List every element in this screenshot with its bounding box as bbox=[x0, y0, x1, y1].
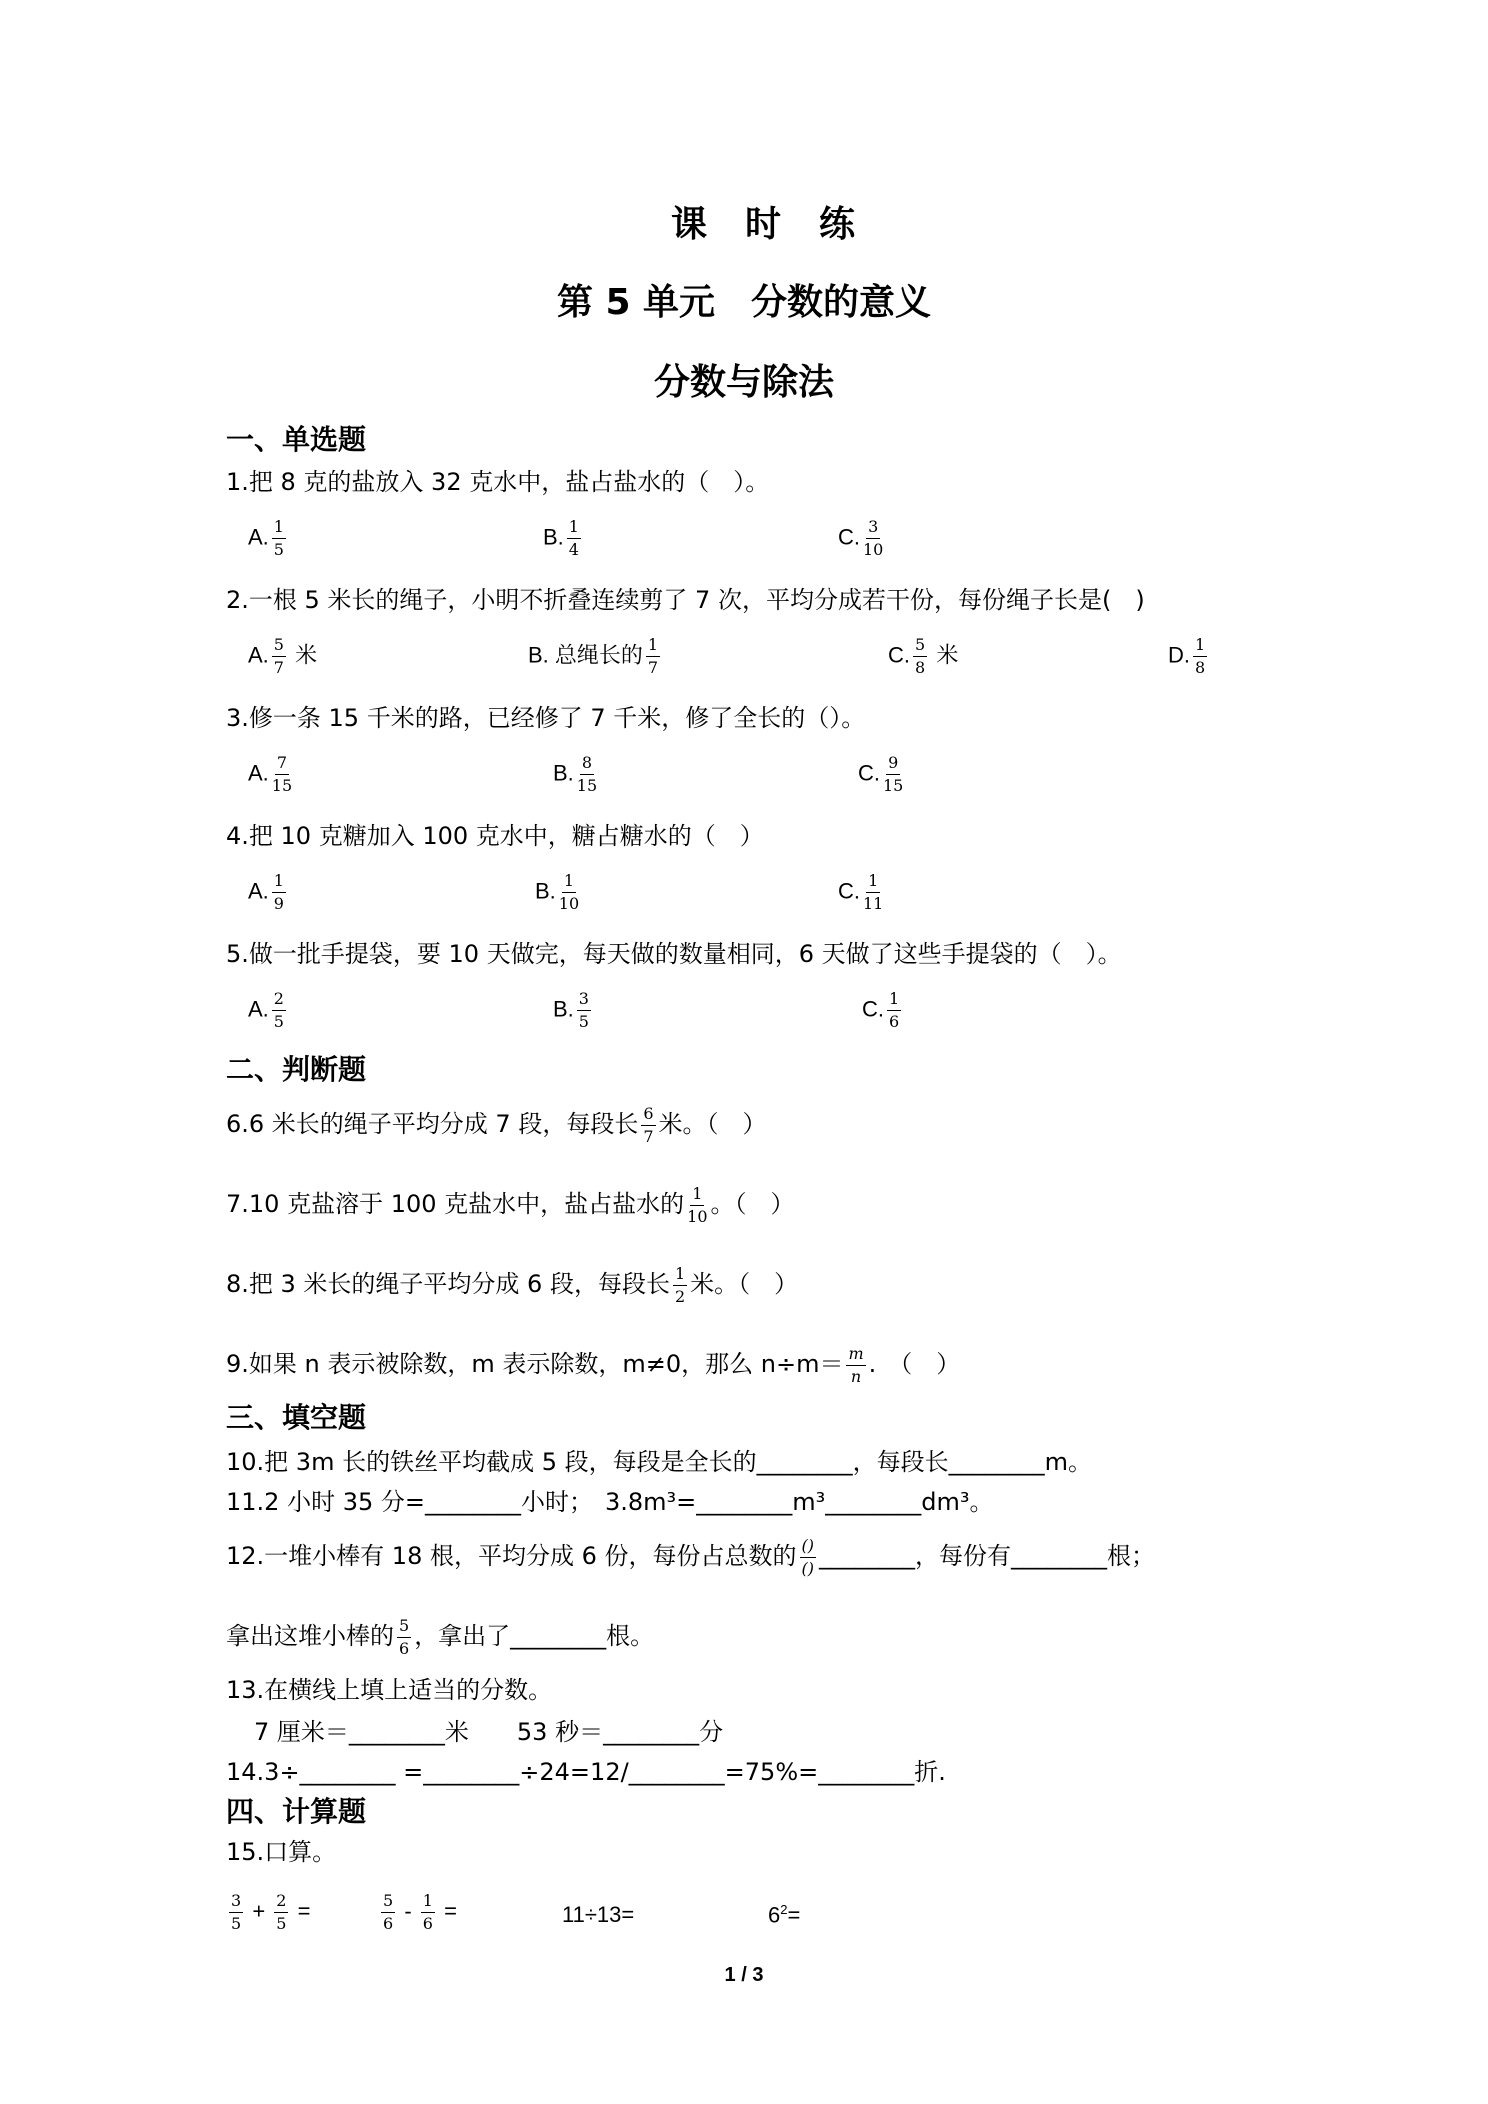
question-15-stem: 15.口算。 bbox=[226, 1838, 337, 1866]
question-1-option-a[interactable]: A. $\frac{1}{5}$ bbox=[248, 517, 284, 559]
question-4-option-a[interactable]: A. $\frac{1}{9}$ bbox=[248, 871, 284, 913]
question-4-option-c[interactable]: C. $\frac{1}{11}$ bbox=[838, 871, 884, 913]
question-3-stem: 3.修一条 15 千米的路，已经修了 7 千米，修了全长的（）。 bbox=[226, 704, 866, 732]
question-1-option-b[interactable]: B. $\frac{1}{4}$ bbox=[543, 517, 579, 559]
question-2-option-c[interactable]: C. $\frac{5}{8}$ 米 bbox=[888, 635, 959, 677]
question-12-line-2: 拿出这堆小棒的 $\frac{5}{6}$ ，拿出了________根。 bbox=[226, 1615, 655, 1658]
section-heading-single-choice: 一、单选题 bbox=[226, 423, 367, 456]
page-title: 课时练 bbox=[670, 204, 893, 245]
question-3-option-a[interactable]: A. $\frac{7}{15}$ bbox=[248, 753, 293, 795]
question-12-line-1: 12.一堆小棒有 18 根，平均分成 6 份，每份占总数的 $\frac{()}{()}$ ________，每份有________根； bbox=[226, 1535, 1155, 1578]
question-10: 10.把 3m 长的铁丝平均截成 5 段，每段是全长的________，每段长________m。 bbox=[226, 1448, 1092, 1476]
section-heading-fill-blank: 三、填空题 bbox=[226, 1401, 367, 1434]
calc-expression-2: $\frac{5}{6}$ - $\frac{1}{6}$ = bbox=[383, 1891, 457, 1933]
section-heading-calculation: 四、计算题 bbox=[226, 1795, 367, 1828]
calc-expression-4: $6^2=$ bbox=[768, 1902, 801, 1928]
question-5-stem: 5.做一批手提袋，要 10 天做完，每天做的数量相同，6 天做了这些手提袋的（ ）。 bbox=[226, 940, 1122, 968]
question-2-option-b[interactable]: B. 总绳长的 $\frac{1}{7}$ bbox=[528, 635, 659, 677]
question-5-option-a[interactable]: A. $\frac{2}{5}$ bbox=[248, 989, 284, 1031]
question-11: 11.2 小时 35 分=________小时； 3.8m³=________m³________dm³。 bbox=[226, 1488, 994, 1516]
question-3-option-b[interactable]: B. $\frac{8}{15}$ bbox=[553, 753, 598, 795]
question-13-line: 7 厘米＝________米 53 秒＝________分 bbox=[254, 1718, 724, 1746]
question-1-option-c[interactable]: C. $\frac{3}{10}$ bbox=[838, 517, 884, 559]
lesson-title: 分数与除法 bbox=[653, 362, 834, 403]
question-2-option-d[interactable]: D. $\frac{1}{8}$ bbox=[1168, 635, 1206, 677]
page-number: 1 / 3 bbox=[724, 1964, 764, 1986]
calc-expression-1: $\frac{3}{5}$ + $\frac{2}{5}$ = bbox=[231, 1891, 311, 1933]
question-2-option-a[interactable]: A. $\frac{5}{7}$ 米 bbox=[248, 635, 318, 677]
unit-title: 第 5 单元 分数的意义 bbox=[556, 282, 932, 323]
question-3-option-c[interactable]: C. $\frac{9}{15}$ bbox=[858, 753, 904, 795]
question-8: 8.把 3 米长的绳子平均分成 6 段，每段长 $\frac{1}{2}$ 米。（ ） bbox=[226, 1263, 799, 1306]
question-14: 14.3÷________ =________÷24=12/________=75%=________折. bbox=[226, 1758, 946, 1786]
question-1-stem: 1.把 8 克的盐放入 32 克水中，盐占盐水的（ ）。 bbox=[226, 468, 770, 496]
question-4-option-b[interactable]: B. $\frac{1}{10}$ bbox=[535, 871, 580, 913]
question-13-stem: 13.在横线上填上适当的分数。 bbox=[226, 1676, 553, 1704]
section-heading-true-false: 二、判断题 bbox=[226, 1053, 367, 1086]
question-7: 7.10 克盐溶于 100 克盐水中，盐占盐水的 $\frac{1}{10}$ 。（ ） bbox=[226, 1183, 795, 1226]
question-4-stem: 4.把 10 克糖加入 100 克水中，糖占糖水的（ ） bbox=[226, 822, 764, 850]
question-6: 6.6 米长的绳子平均分成 7 段，每段长 $\frac{6}{7}$ 米。（ ） bbox=[226, 1103, 767, 1146]
question-9: 9.如果 n 表示被除数，m 表示除数，m≠0，那么 n÷m＝ $\frac{m}{n}$ . （ ） bbox=[226, 1343, 961, 1386]
question-5-option-c[interactable]: C. $\frac{1}{6}$ bbox=[862, 989, 900, 1031]
question-2-stem: 2.一根 5 米长的绳子，小明不折叠连续剪了 7 次，平均分成若干份，每份绳子长是( ) bbox=[226, 586, 1145, 614]
question-5-option-b[interactable]: B. $\frac{3}{5}$ bbox=[553, 989, 589, 1031]
calc-expression-3: 11÷13= bbox=[562, 1902, 635, 1927]
